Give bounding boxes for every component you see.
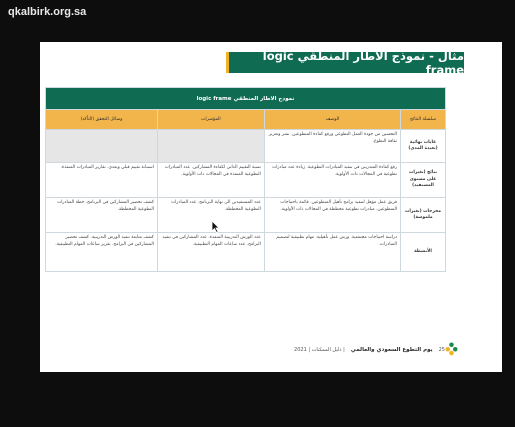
column-header-results: سلسلة النتائج [401,110,446,130]
cell-indicators: عدد المستفيدين الى نهاية البرنامج. عدد المبادرات التطوعية المخططة. [157,198,264,233]
row-header-outputs: مخرجات (تغيرات ملموسة) [401,198,446,233]
column-header-indicators: المؤشرات [157,110,264,130]
logic-frame-table [45,87,446,272]
column-header-verification: وسائل التحقق (التأكد) [46,110,158,130]
slide-footer [294,347,445,353]
website-watermark: qkalbirk.org.sa [8,6,87,18]
cell-verification: استبانة تقييم قبلي وبعدي. تقارير المبادرات المنفذة. [46,163,158,198]
slide-title: مثال - نموذج الاطار المنطقي logic frame [226,52,464,73]
cell-verification: كشف تحضير المشاركين في البرنامج. خطة المبادرات التطوعية المخططة. [46,198,158,233]
table-row [46,198,446,233]
footer-event-title: يوم التطوع السعودي والعالمي [350,347,433,353]
cell-verification [46,130,158,163]
cell-indicators: عدد الورش التدريبية المنفذة. عدد المشاركين في تنفيذ البرامج. عدد ساعات المهام التطبيقية. [157,233,264,272]
row-header-goals: غايات نهائية (بعيدة المدى) [401,130,446,163]
table-title: نموذج الاطار المنطقي logic frame [46,88,446,110]
column-header-description: الوصف [264,110,400,130]
table-row [46,163,446,198]
cell-description: فريق عمل مؤهل لتنفيذ برامج تأهيل المتطوعين. قائمة باحتياجات المتطوعين. مبادرات تطوعية مخططة في المجالات ذات الأولوية. [264,198,400,233]
cell-indicators: نسبة التقييم الذاتي لكفاءة المشاركين. عدد المبادرات التطوعية المنفذة في المجالات ذات الأولوية. [157,163,264,198]
volunteer-logo-icon [444,341,459,356]
cell-description: التحسين من جودة العمل التطوعي ورفع كفاءة المتطوعين. نشر وتعزيز ثقافة التطوع. [264,130,400,163]
page-number: 25 [438,347,445,353]
table-row [46,130,446,163]
row-header-activities: الأنشطة [401,233,446,272]
cell-description: رفع كفاءة المتدربين في تنفيذ المبادرات التطوعية. زيادة عدد مبادرات تطوعية في المجالات ذات الأولوية. [264,163,400,198]
mouse-cursor-icon [211,220,220,233]
row-header-outcomes: نتائج (تغيرات على مستوى المستفيد) [401,163,446,198]
cell-indicators [157,130,264,163]
cell-verification: كشف متابعة تنفيذ الورش التدريبية. كشف تحضير المشاركين في البرامج. تقرير ساعات المهام التطبيقية. [46,233,158,272]
footer-guide-text: | دليل الممكنات | 2021 [294,347,345,353]
cell-description: دراسة احتياجات مجتمعية. ورش عمل تأهيلية. مهام تطبيقية لتصميم المبادرات. [264,233,400,272]
table-row [46,233,446,272]
